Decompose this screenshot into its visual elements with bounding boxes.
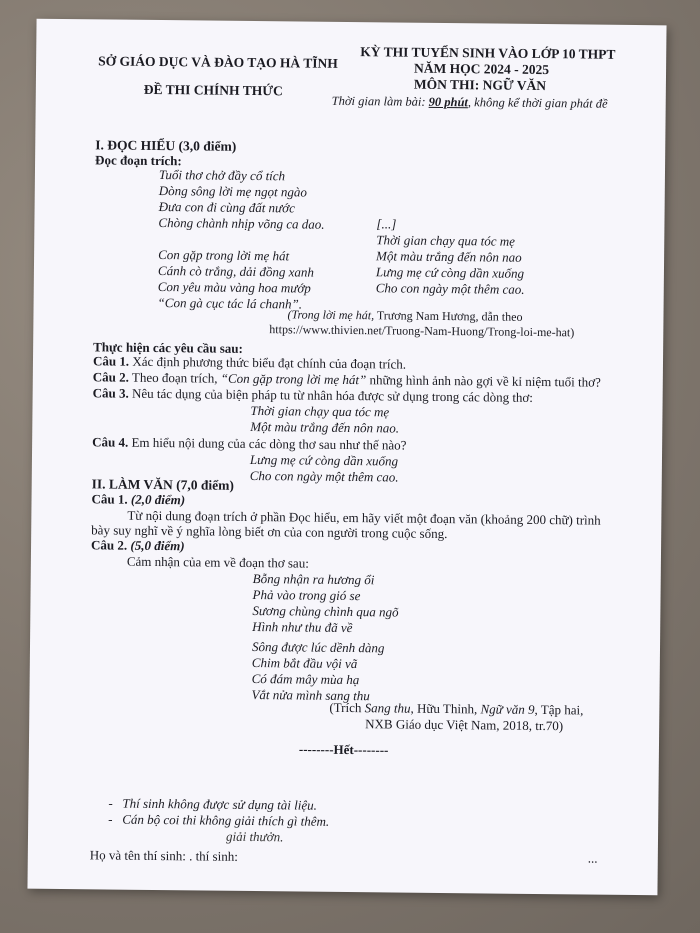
poem-line: [...] (376, 216, 397, 232)
header-organization: SỞ GIÁO DỤC VÀ ĐÀO TẠO HÀ TĨNH (98, 53, 338, 71)
source-title: Sang thu (364, 700, 411, 716)
essay-question-2-intro: Cảm nhận của em về đoạn thơ sau: (126, 553, 309, 571)
essay-question-1 (91, 491, 185, 508)
essay-question-1-text-line1: Từ nội dung đoạn trích ở phần Đọc hiểu, em hãy viết một đoạn văn (khoảng 200 chữ) trình (127, 507, 601, 528)
source-book: Ngữ văn 9 (480, 701, 535, 717)
exam-subject: MÔN THI: NGỮ VĂN (413, 76, 547, 94)
question-4 (92, 434, 406, 453)
quoted-line: Một màu trắng đến nôn nao. (250, 418, 400, 436)
exam-time-prefix: Thời gian làm bài: (331, 93, 429, 109)
reading-intro: Đọc đoạn trích: (95, 152, 182, 169)
exam-paper (27, 19, 666, 896)
question-label: Câu 3. (92, 385, 129, 401)
poem-line: Bỗng nhận ra hương ổi (252, 571, 375, 588)
exam-time-suffix: , không kể thời gian phát đề (467, 95, 608, 111)
question-text: Nêu tác dụng của biện pháp tu từ nhân hóa được sử dụng trong các dòng thơ: (128, 385, 534, 405)
question-label: Câu 4. (92, 434, 129, 450)
exam-title: KỲ THI TUYỂN SINH VÀO LỚP 10 THPT (360, 44, 616, 62)
reading-source-url: https://www.thivien.net/Truong-Nam-Huong/Trong-loi-me-hat) (269, 322, 575, 340)
question-4-lines (250, 452, 399, 486)
handwritten-note: giải thưởn. (225, 828, 284, 845)
question-3-lines (250, 403, 399, 437)
note-item: - Thí sinh không được sử dụng tài liệu. (108, 795, 317, 813)
quoted-line: Cho con ngày một thêm cao. (249, 467, 399, 485)
poem-line: Vắt nửa mình sang thu (251, 687, 370, 704)
question-label: Câu 1. (92, 353, 130, 369)
exam-time (332, 94, 608, 112)
poem-line: Cánh cò trắng, dải đồng xanh (157, 263, 315, 280)
exam-time-duration: 90 phút (428, 94, 469, 110)
candidate-name-label: Họ và tên thí sinh: . thí sinh: (89, 847, 238, 864)
poem-line: Thời gian chạy qua tóc mẹ (376, 232, 516, 249)
reading-poem-right (376, 216, 526, 298)
source-text: (Trích (329, 699, 365, 716)
poem-line: Cho con ngày một thêm cao. (375, 280, 525, 297)
question-label: Câu 1. (91, 491, 128, 507)
essay-poem-stanza-1 (252, 571, 399, 637)
note-text: Cán bộ coi thi không giải thích gì thêm. (122, 811, 330, 829)
poem-line: Con yêu màu vàng hoa mướp (157, 279, 311, 296)
source-title: (Trong lời mẹ hát, (287, 307, 375, 323)
poem-line: Một màu trắng đến nôn nao (376, 248, 522, 265)
poem-line: Tuổi thơ chở đầy cổ tích (158, 167, 286, 184)
poem-line: Sông được lúc dềnh dàng (251, 639, 385, 656)
essay-question-1-text-line2: bày suy nghĩ về ý nghĩa lòng biết ơn của con người trong cuộc sống. (91, 522, 448, 542)
question-points: (5,0 điểm) (127, 537, 185, 554)
poem-line: Lưng mẹ cứ còng dần xuống (375, 264, 525, 281)
poem-line: Chim bắt đầu vội vã (251, 655, 358, 672)
poem-line: Con gặp trong lời mẹ hát (158, 247, 290, 264)
question-points: (2,0 điểm) (127, 491, 186, 508)
poem-line: Phả vào trong gió se (252, 587, 361, 604)
poem-line: Sương chùng chình qua ngõ (252, 603, 399, 620)
candidate-name-dots: ... (587, 850, 598, 866)
poem-line: Dòng sông lời mẹ ngọt ngào (158, 183, 307, 200)
quoted-line: Lưng mẹ cứ còng dần xuống (249, 451, 399, 469)
source-author: Trương Nam Hương, dẫn theo (374, 308, 523, 324)
source-text: , Hữu Thỉnh, (410, 700, 481, 717)
question-text: Theo đoạn trích, (128, 369, 221, 386)
question-text: Em hiểu nội dung của các dòng thơ sau như thế nào? (128, 434, 407, 453)
poem-line: “Con gà cục tác lá chanh”. (157, 295, 303, 312)
header-official-status: ĐỀ THI CHÍNH THỨC (143, 81, 283, 99)
poem-line: Hình như thu đã về (252, 619, 353, 636)
end-mark: --------Hết-------- (298, 741, 389, 758)
note-item: - Cán bộ coi thi không giải thích gì thêm. (108, 811, 330, 829)
essay-poem-source-line2: NXB Giáo dục Việt Nam, 2018, tr.70) (365, 716, 564, 734)
reading-poem-left (158, 167, 326, 313)
poem-line: Chòng chành nhịp võng ca dao. (158, 215, 325, 232)
question-text: Xác định phương thức biểu đạt chính của đoạn trích. (129, 353, 407, 372)
essay-poem-stanza-2 (251, 639, 384, 704)
poem-line (158, 231, 324, 249)
question-text: những hình ảnh nào gợi về kỉ niệm tuổi thơ? (366, 372, 601, 390)
source-text: , Tập hai, (534, 701, 584, 718)
note-text: Thí sinh không được sử dụng tài liệu. (122, 795, 317, 813)
part2-heading: II. LÀM VĂN (7,0 điểm) (91, 476, 235, 493)
quoted-line: Thời gian chạy qua tóc mẹ (250, 402, 390, 420)
exam-year: NĂM HỌC 2024 - 2025 (413, 60, 550, 78)
question-label: Câu 2. (90, 537, 128, 553)
poem-line: Đưa con đi cùng đất nước (158, 199, 295, 216)
poem-line: Có đám mây mùa hạ (251, 671, 360, 688)
part1-heading: I. ĐỌC HIỂU (3,0 điểm) (95, 137, 237, 154)
essay-question-2 (91, 537, 185, 554)
question-quote: “Con gặp trong lời mẹ hát” (220, 370, 367, 388)
question-label: Câu 2. (92, 369, 130, 385)
tasks-heading: Thực hiện các yêu cầu sau: (93, 339, 243, 356)
